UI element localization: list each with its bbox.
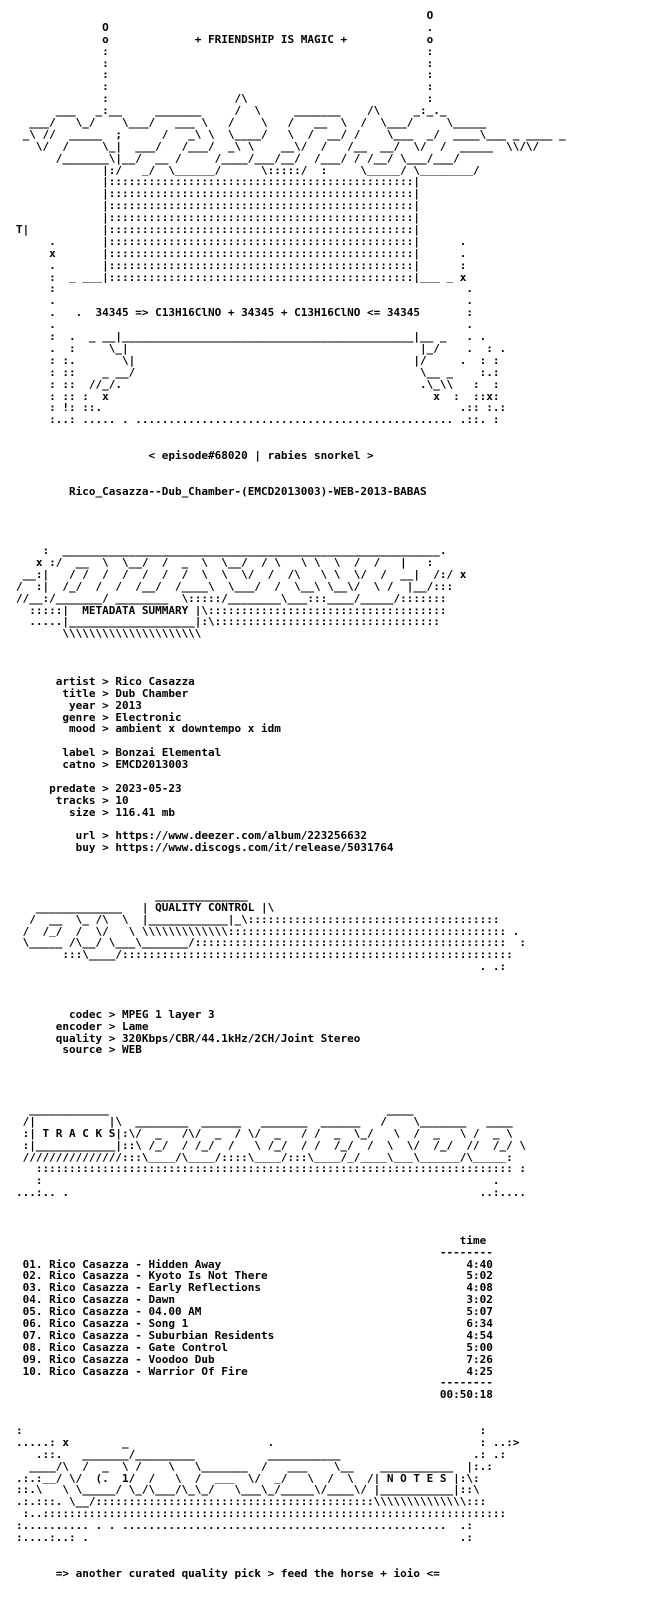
nfo-line (16, 426, 636, 438)
nfo-line: T| |::::::::::::::::::::::::::::::::::::::::::::::| (16, 224, 420, 236)
nfo-line: . : \_| |_/ . : . (16, 342, 507, 355)
nfo-line: .:.:::. \__/::::::::::::::::::::::::::::::::::::::::::\\\\\\\\\\\\\\::: (16, 1496, 487, 1509)
nfo-line: ::.\ \ \_____/ \_/\___/\_\_/ \___\_/_____\/____\/ |___________|::\ (16, 1484, 480, 1497)
nfo-line: .....: x _ . : ..:> (16, 1436, 520, 1449)
nfo-line: : /\ : (16, 93, 434, 106)
nfo-line: : : (16, 69, 434, 82)
nfo-line: size > 116.41 mb (16, 806, 175, 819)
nfo-line: 09. Rico Casazza - Voodoo Dub 7:26 (16, 1353, 493, 1366)
nfo-line (16, 866, 636, 878)
nfo-line: 03. Rico Casazza - Early Reflections 4:08 (16, 1282, 493, 1295)
nfo-line (16, 1092, 636, 1104)
nfo-line: year > 2013 (16, 699, 142, 712)
nfo-line (16, 1580, 636, 1592)
nfo-line: : . _ __|____________________________________________|__ _ . . (16, 331, 487, 343)
nfo-line (16, 474, 636, 486)
nfo-line: label > Bonzai Elemental (16, 747, 222, 760)
nfo-line (16, 997, 636, 1009)
nfo-line (16, 1591, 636, 1603)
nfo-line: 07. Rico Casazza - Suburbian Residents 4:54 (16, 1329, 493, 1342)
nfo-line: catno > EMCD2013003 (16, 759, 189, 771)
nfo-line (16, 771, 636, 783)
nfo-line: /_______\|__/ __ / /____/___/__/ /___/ / /__/ \___/___/ (16, 152, 500, 165)
nfo-line (16, 1223, 636, 1235)
nfo-line: :..:::::::::::::::::::::::::::::::::::::::::::::::::::::::::::::::::::::: (16, 1508, 507, 1521)
nfo-line: 10. Rico Casazza - Warrior Of Fire 4:25 (16, 1365, 493, 1378)
nfo-line: O . (16, 21, 434, 34)
nfo-line: O (16, 10, 434, 22)
nfo-line: 04. Rico Casazza - Dawn 3:02 (16, 1294, 493, 1307)
nfo-line: ___/ \_/ \___/ ___ \ / \ / __ \ / \___/ \_____ (16, 117, 487, 129)
nfo-line: genre > Electronic (16, 711, 182, 724)
nfo-line: :::::::::::::::::::::::::::::::::::::::::::::::::::::::::::::::::::::::: : (16, 1163, 526, 1176)
nfo-line: : . (16, 1175, 500, 1188)
nfo-line: : _ ___|::::::::::::::::::::::::::::::::::::::::::::::|___ _ x (16, 271, 467, 284)
nfo-line: __:| / / / / / / / \ \ \/ / /\ \ \ \/ / __| /:/ x (16, 568, 467, 581)
nfo-line: :::\____/::::::::::::::::::::::::::::::::::::::::::::::::::::::::::: (16, 949, 513, 962)
nfo-line: :....:..: . .: (16, 1532, 473, 1544)
nfo-line: : : (16, 1424, 487, 1437)
nfo-line: : :. \| |/ . : : (16, 354, 500, 367)
nfo-line (16, 854, 636, 866)
nfo-line: : : (16, 81, 434, 94)
nfo-line: |::::::::::::::::::::::::::::::::::::::::::::::| (16, 176, 420, 189)
nfo-line: //__:/_______/ ________ \:::::/________\___:::____/_____/::::::: (16, 592, 447, 605)
nfo-line: |:/ _/ \______/ \:::::/ : \_____/ \________/ (16, 164, 480, 177)
nfo-line: |::::::::::::::::::::::::::::::::::::::::::::::| (16, 188, 420, 201)
nfo-line: / __ \_ /\ \ |____________|_\:::::::::::::::::::::::::::::::::::::: (16, 913, 500, 926)
nfo-line: :..: ..... . ................................................ .::. : (16, 414, 500, 427)
nfo-line: time (16, 1234, 487, 1247)
nfo-line: . . 34345 => C13H16ClNO + 34345 + C13H16ClNO <= 34345 : (16, 307, 473, 320)
nfo-line: \/ / \_| ___/ /___/ _\ \ __\/ / /__ __/ \/ / _____ \\/\/ (16, 140, 540, 153)
nfo-line: . . (16, 319, 473, 332)
nfo-line: title > Dub Chamber (16, 687, 189, 700)
nfo-line: : :: //_/. .\_\\ : : (16, 378, 500, 391)
nfo-line: : :: _ __/ \__ _ :.: (16, 366, 500, 379)
nfo-line: : : (16, 57, 434, 70)
nfo-line: => another curated quality pick > feed the horse + ioio <= (16, 1567, 440, 1580)
nfo-line: \\\\\\\\\\\\\\\\\\\\\ (16, 628, 202, 641)
nfo-line: . |::::::::::::::::::::::::::::::::::::::::::::::| : (16, 259, 467, 272)
nfo-line (16, 1211, 636, 1223)
nfo-line (16, 1544, 636, 1556)
nfo-line: . |::::::::::::::::::::::::::::::::::::::::::::::| . (16, 235, 467, 248)
nfo-line: mood > ambient x downtempo x idm (16, 723, 281, 736)
nfo-line: ____/\ / _ \ / \ \_______ / ___ \__ ___________ |:.: (16, 1460, 493, 1473)
nfo-line (16, 1068, 636, 1080)
nfo-line (16, 1556, 636, 1568)
nfo-line: . .: (16, 961, 507, 974)
nfo-line: -------- (16, 1377, 493, 1390)
nfo-line: url > https://www.deezer.com/album/223256632 (16, 830, 367, 843)
nfo-line: tracks > 10 (16, 794, 129, 807)
nfo-line (16, 652, 636, 664)
nfo-line: :::::| METADATA SUMMARY |\:::::::::::::::::::::::::::::::::::: (16, 604, 447, 617)
nfo-line: 01. Rico Casazza - Hidden Away 4:40 (16, 1258, 493, 1271)
nfo-line (16, 1080, 636, 1092)
nfo-line (16, 878, 636, 890)
nfo-line: codec > MPEG 1 layer 3 (16, 1008, 215, 1021)
nfo-line (16, 985, 636, 997)
nfo-line: 08. Rico Casazza - Gate Control 5:00 (16, 1341, 493, 1354)
nfo-line: : : (16, 45, 434, 58)
nfo-text (16, 10, 636, 1615)
nfo-line: _\ // _____ ; / _\ \ \____/ \ / __/ / \___ _/ ____\___ _ ____ _ (16, 128, 566, 141)
nfo-line: :| T R A C K S|:\/ _ /\/ _ / \/ _ / / _ \_/ \ / _ \ / _ \ (16, 1127, 513, 1140)
nfo-line: .:.:__/ \/ (. 1/ / \ / ___ \/ _/ \ / \ /| N O T E S |:\: (16, 1472, 480, 1485)
nfo-line: x |::::::::::::::::::::::::::::::::::::::::::::::| . (16, 247, 467, 260)
nfo-line: buy > https://www.discogs.com/it/release/5031764 (16, 842, 394, 855)
nfo-line: encoder > Lame (16, 1020, 149, 1033)
nfo-line: Rico_Casazza--Dub_Chamber-(EMCD2013003)-WEB-2013-BABAS (16, 485, 427, 498)
nfo-line: |::::::::::::::::::::::::::::::::::::::::::::::| (16, 200, 420, 213)
nfo-line: / :| /_/ / / /__/ /____\ \___/ / \__\ \__\/ \ / |__/::: (16, 580, 454, 593)
nfo-line: :.......... . . ................................................. .: (16, 1520, 473, 1532)
nfo-line: : !: ::. .:: :.: (16, 402, 507, 415)
nfo-line (16, 533, 636, 545)
nfo-line: : _________________________________________________________. (16, 545, 447, 557)
nfo-line (16, 462, 636, 474)
nfo-line (16, 819, 636, 831)
nfo-line (16, 664, 636, 676)
nfo-line: 02. Rico Casazza - Kyoto Is Not There 5:02 (16, 1270, 493, 1283)
nfo-line: quality > 320Kbps/CBR/44.1kHz/2CH/Joint Stereo (16, 1032, 361, 1045)
nfo-line (16, 1056, 636, 1068)
nfo-line (16, 735, 636, 747)
nfo-line: 06. Rico Casazza - Song 1 6:34 (16, 1317, 493, 1330)
nfo-line: x :/ __ \ \__/ / _ \ \__/ / \ \ \ \ / / | : (16, 556, 434, 569)
nfo-line: ____________ ____ (16, 1103, 414, 1116)
nfo-line: \_____ /\__/ \___\_______/::::::::::::::::::::::::::::::::::::::::::::::: : (16, 937, 526, 950)
nfo-line: / /_/ / \/ \ \\\\\\\\\\\\\:::::::::::::::::::::::::::::::::::::::::: . (16, 925, 520, 938)
nfo-line (16, 509, 636, 521)
nfo-line: artist > Rico Casazza (16, 675, 195, 688)
nfo-line: : . (16, 283, 473, 296)
nfo-line: o + FRIENDSHIP IS MAGIC + o (16, 33, 434, 46)
nfo-line (16, 973, 636, 985)
nfo-line (16, 498, 636, 510)
nfo-line: .::. _______/_________ ___________ .: .: (16, 1448, 507, 1461)
nfo-line: source > WEB (16, 1044, 142, 1057)
nfo-line: ___ _:__ _______ / \ _______ /\ _:_._ (16, 105, 447, 118)
nfo-line: -------- (16, 1246, 493, 1259)
nfo-line: < episode#68020 | rabies snorkel > (16, 449, 374, 462)
nfo-line (16, 1199, 636, 1211)
nfo-line (16, 1401, 636, 1413)
nfo-line (16, 1603, 636, 1615)
nfo-line: _____________ | QUALITY CONTROL |\ (16, 901, 275, 914)
nfo-line: ...:.. . ..:.... (16, 1187, 526, 1200)
nfo-line: . . (16, 295, 473, 308)
nfo-line: :|____________|::\ /_/ / /_/ / \ /_/ / / /_/ / \ \/ /_/ // /_/ \ (16, 1139, 526, 1152)
nfo-line: /| |\ ________ ______ _______ ______ / \_______ ____ (16, 1115, 513, 1128)
nfo-line (16, 640, 636, 652)
nfo-line: |::::::::::::::::::::::::::::::::::::::::::::::| (16, 212, 420, 225)
nfo-line: predate > 2023-05-23 (16, 782, 182, 795)
nfo-line (16, 438, 636, 450)
nfo-line (16, 1413, 636, 1425)
nfo-line: : :: : x x : ::x: (16, 390, 500, 403)
nfo-line (16, 521, 636, 533)
nfo-line: 05. Rico Casazza - 04.00 AM 5:07 (16, 1306, 493, 1318)
nfo-line: .....|___________________|:\:::::::::::::::::::::::::::::::::: (16, 616, 440, 629)
nfo-line: ______________ (16, 889, 248, 902)
nfo-line: 00:50:18 (16, 1389, 493, 1402)
nfo-line: ///////////////:::\____/\____/::::\____/:::\____/_/____\___\______/\_____: (16, 1151, 513, 1164)
